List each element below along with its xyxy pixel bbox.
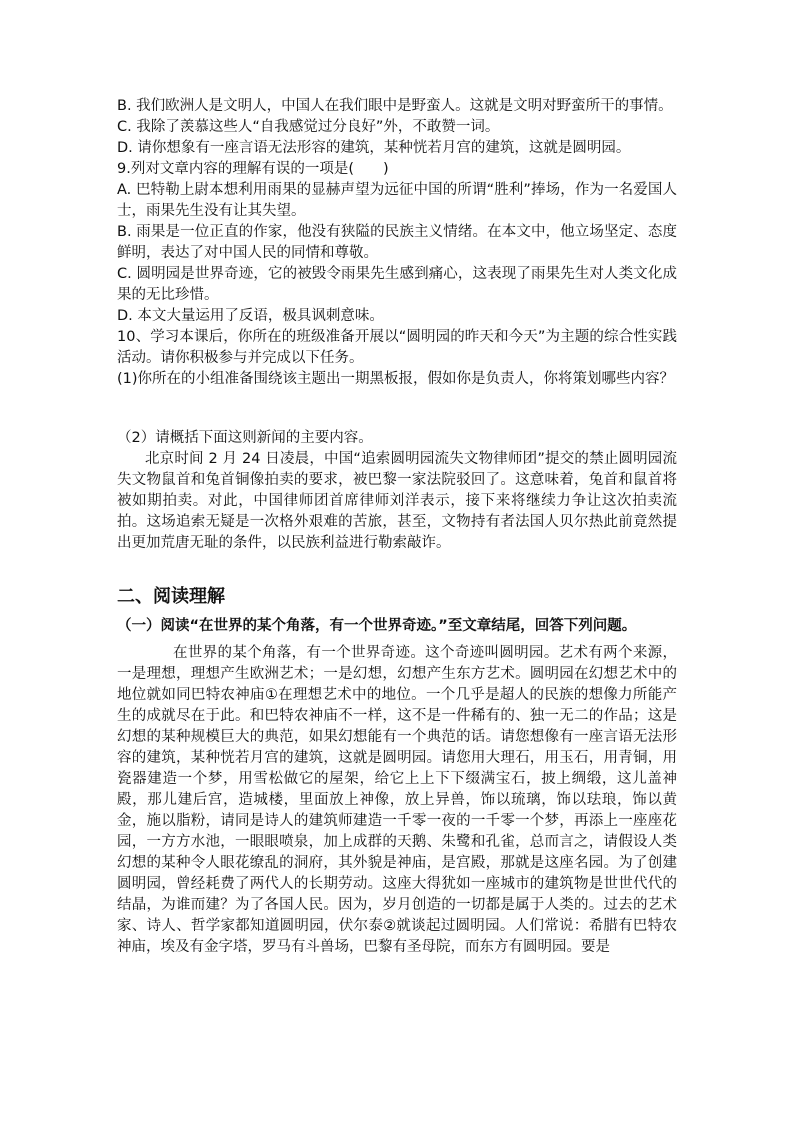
reading-passage: 在世界的某个角落，有一个世界奇迹。这个奇迹叫圆明园。艺术有两个来源，一是理想，理想产生欧洲艺术；一是幻想，幻想产生东方艺术。圆明园在幻想艺术中的地位就如同巴特农神庙①在理想艺术中的地位。一个几乎是超人的民族的想像力所能产生的成就尽在于此。和巴特农神庙不一样，这不是一件稀有的、独一无二的作品；这是幻想的某种规模巨大的典范，如果幻想能有一个典范的话。请您想像有一座言语无法形容的建筑，某种恍若月宫的建筑，这就是圆明园。请您用大理石，用玉石，用青铜，用瓷器建造一个梦，用雪松做它的屋架，给它上上下下缀满宝石，披上绸缎，这儿盖神殿，那儿建后宫，造城楼，里面放上神像，放上异兽，饰以琉璃，饰以珐琅，饰以黄金，施以脂粉，请同是诗人的建筑师建造一千零一夜的一千零一个梦，再添上一座座花园，一方方水池，一眼眼喷泉，加上成群的天鹅、朱鹭和孔雀，总而言之，请假设人类幻想的某种令人眼花缭乱的洞府，其外貌是神庙，是宫殿，那就是这座名园。为了创建圆明园，曾经耗费了两代人的长期劳动。这座大得犹如一座城市的建筑物是世世代代的结晶，为谁而建？为了各国人民。因为，岁月创造的一切都是属于人类的。过去的艺术家、诗人、哲学家都知道圆明园，伏尔泰②就谈起过圆明园。人们常说：希腊有巴特农神庙，埃及有金字塔，罗马有斗兽场，巴黎有圣母院，而东方有圆明园。要是 <box>117 645 677 955</box>
q10-stem: 10、学习本课后，你所在的班级准备开展以“圆明园的昨天和今天”为主题的综合性实践活动。请你积极参与并完成以下任务。 <box>117 329 677 366</box>
q9-option-d: D. 本文大量运用了反语，极具讽刺意味。 <box>117 308 384 324</box>
answer-space <box>117 390 677 428</box>
q8-option-c: C. 我除了羡慕这些人“自我感觉过分良好”外，不敢赞一词。 <box>117 119 500 135</box>
q9-option-c: C. 圆明园是世界奇迹，它的被毁令雨果先生感到痛心，这表现了雨果先生对人类文化成果的无比珍惜。 <box>117 266 677 303</box>
q8-option-b: B. 我们欧洲人是文明人，中国人在我们眼中是野蛮人。这就是文明对野蛮所干的事情。 <box>117 98 673 114</box>
q10-task-2: （2）请概括下面这则新闻的主要内容。 <box>117 430 373 446</box>
q10-task-1: (1)你所在的小组准备围绕该主题出一期黑板报，假如你是负责人，你将策划哪些内容？ <box>117 371 675 387</box>
document-content <box>117 96 677 958</box>
section-subtitle: （一）阅读“在世界的某个角落，有一个世界奇迹。”至文章结尾，回答下列问题。 <box>117 618 637 634</box>
q9-stem: 9.列对文章内容的理解有误的一项是( ) <box>117 161 389 177</box>
q8-option-d: D. 请你想象有一座言语无法形容的建筑，某种恍若月宫的建筑，这就是圆明园。 <box>117 140 631 156</box>
q9-option-b: B. 雨果是一位正直的作家，他没有狭隘的民族主义情绪。在本文中，他立场坚定、态度鲜明，表达了对中国人民的同情和尊敬。 <box>117 224 677 261</box>
q9-option-a: A. 巴特勒上尉本想利用雨果的显赫声望为远征中国的所谓“胜利”捧场，作为一名爱国人士，雨果先生没有让其失望。 <box>117 182 677 219</box>
section-title: 二、阅读理解 <box>117 586 225 607</box>
news-paragraph: 北京时间 2 月 24 日凌晨，中国“追索圆明园流失文物律师团”提交的禁止圆明园流失文物鼠首和兔首铜像拍卖的要求，被巴黎一家法院驳回了。这意味着，兔首和鼠首将被如期拍卖。对此，中国律师团首席律师刘洋表示，接下来将继续力争让这次拍卖流拍。这场追索无疑是一次格外艰难的苦旅，甚至，文物持有者法国人贝尔热此前竟然提出更加荒唐无耻的条件，以民族利益进行勒索敲诈。 <box>117 451 677 551</box>
